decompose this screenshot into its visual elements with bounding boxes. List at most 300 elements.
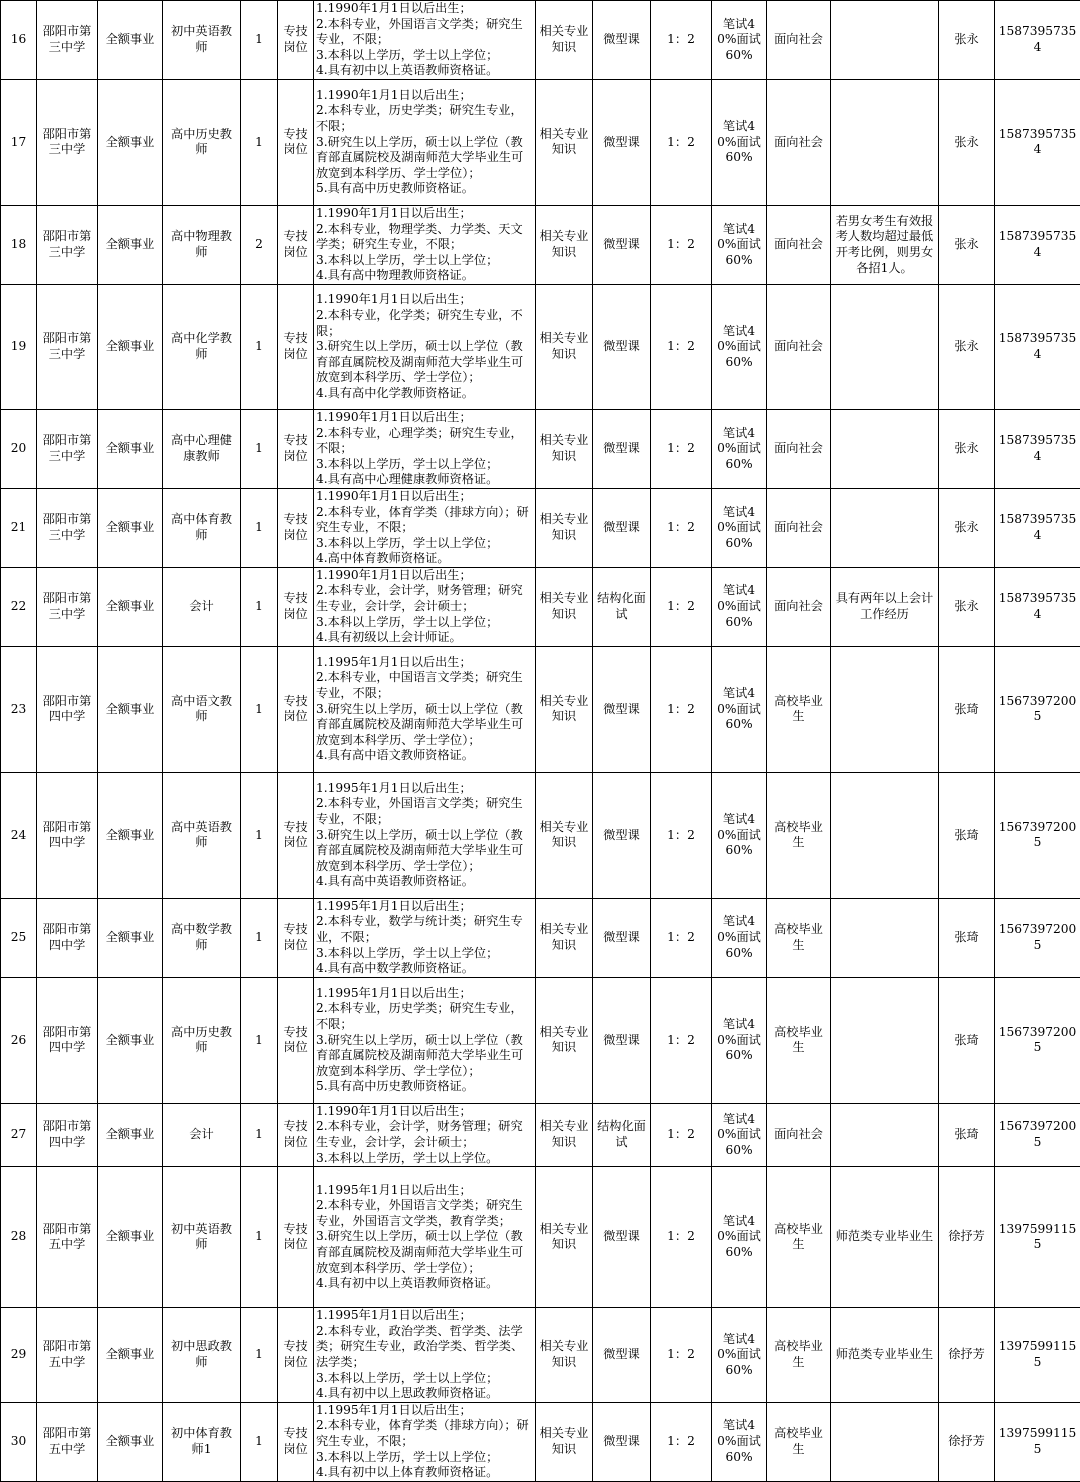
hiring-count-cell: 1 — [241, 1167, 278, 1308]
interview-format-cell: 微型课 — [593, 409, 651, 488]
position-name-cell: 会计 — [163, 567, 241, 646]
score-weight-cell: 笔试40%面试60% — [712, 79, 767, 205]
unit-name-cell: 邵阳市第三中学 — [37, 567, 98, 646]
requirement-line: 2.本科专业，会计学，财务管理；研究生专业，会计学，会计硕士； — [316, 583, 533, 614]
written-exam-subject-cell: 相关专业知识 — [536, 977, 593, 1103]
interview-format-cell: 微型课 — [593, 898, 651, 977]
hiring-count-cell: 1 — [241, 409, 278, 488]
position-category-cell: 专技岗位 — [278, 284, 314, 409]
target-group-cell: 面向社会 — [767, 205, 831, 284]
hiring-count-cell: 1 — [241, 567, 278, 646]
written-exam-subject-cell: 相关专业知识 — [536, 488, 593, 567]
contact-phone-cell: 15873957354 — [995, 567, 1080, 646]
requirement-line: 4.具有初中以上英语教师资格证。 — [316, 1276, 533, 1292]
row-number-cell: 16 — [1, 1, 37, 80]
unit-name-cell: 邵阳市第五中学 — [37, 1167, 98, 1308]
requirement-line: 4.具有高中数学教师资格证。 — [316, 961, 533, 977]
requirement-line: 3.研究生以上学历，硕士以上学位（教育部直属院校及湖南师范大学毕业生可放宽到本科学历、学士学位）； — [316, 828, 533, 875]
unit-name-cell: 邵阳市第四中学 — [37, 646, 98, 772]
position-name-cell: 高中体育教师 — [163, 488, 241, 567]
contact-person-cell: 张琦 — [939, 898, 995, 977]
unit-name-cell: 邵阳市第三中学 — [37, 79, 98, 205]
exam-ratio-cell: 1：2 — [651, 409, 712, 488]
contact-person-cell: 张琦 — [939, 772, 995, 898]
table-row — [1, 488, 1080, 567]
unit-name-cell: 邵阳市第四中学 — [37, 772, 98, 898]
requirements-cell — [314, 1, 536, 80]
target-group-cell: 高校毕业生 — [767, 1167, 831, 1308]
row-number-cell: 21 — [1, 488, 37, 567]
position-category-cell: 专技岗位 — [278, 409, 314, 488]
requirements-cell — [314, 79, 536, 205]
requirement-line: 1.1995年1月1日以后出生； — [316, 986, 533, 1002]
score-weight-cell: 笔试40%面试60% — [712, 567, 767, 646]
table-row — [1, 409, 1080, 488]
requirement-line: 2.本科专业，外国语言文学类；研究生专业，不限； — [316, 17, 533, 48]
contact-phone-cell: 15873957354 — [995, 205, 1080, 284]
exam-ratio-cell: 1：2 — [651, 1167, 712, 1308]
requirement-line: 3.本科以上学历，学士以上学位； — [316, 253, 533, 269]
target-group-cell: 高校毕业生 — [767, 898, 831, 977]
requirement-line: 1.1990年1月1日以后出生； — [316, 410, 533, 426]
position-name-cell: 高中语文教师 — [163, 646, 241, 772]
exam-ratio-cell: 1：2 — [651, 488, 712, 567]
contact-phone-cell: 15673972005 — [995, 977, 1080, 1103]
row-number-cell: 25 — [1, 898, 37, 977]
position-name-cell: 初中体育教师1 — [163, 1402, 241, 1481]
exam-ratio-cell: 1：2 — [651, 646, 712, 772]
hiring-count-cell: 1 — [241, 646, 278, 772]
position-name-cell: 高中化学教师 — [163, 284, 241, 409]
written-exam-subject-cell: 相关专业知识 — [536, 646, 593, 772]
remarks-cell — [831, 1103, 939, 1166]
contact-person-cell: 张永 — [939, 409, 995, 488]
position-category-cell: 专技岗位 — [278, 898, 314, 977]
contact-person-cell: 张永 — [939, 488, 995, 567]
requirements-cell — [314, 898, 536, 977]
interview-format-cell: 微型课 — [593, 205, 651, 284]
score-weight-cell: 笔试40%面试60% — [712, 409, 767, 488]
target-group-cell: 面向社会 — [767, 284, 831, 409]
score-weight-cell: 笔试40%面试60% — [712, 205, 767, 284]
requirement-line: 4.具有高中物理教师资格证。 — [316, 268, 533, 284]
position-name-cell: 高中心理健康教师 — [163, 409, 241, 488]
contact-person-cell: 张永 — [939, 284, 995, 409]
requirement-line: 1.1995年1月1日以后出生； — [316, 655, 533, 671]
requirements-cell — [314, 488, 536, 567]
contact-phone-cell: 15873957354 — [995, 1, 1080, 80]
interview-format-cell: 微型课 — [593, 79, 651, 205]
exam-ratio-cell: 1：2 — [651, 1402, 712, 1481]
contact-phone-cell: 15873957354 — [995, 488, 1080, 567]
funding-type-cell: 全额事业 — [98, 409, 163, 488]
interview-format-cell: 微型课 — [593, 1308, 651, 1403]
target-group-cell: 高校毕业生 — [767, 772, 831, 898]
table-row — [1, 1103, 1080, 1166]
requirement-line: 4.具有高中语文教师资格证。 — [316, 748, 533, 764]
written-exam-subject-cell: 相关专业知识 — [536, 1308, 593, 1403]
remarks-cell — [831, 1, 939, 80]
table-body — [1, 1, 1080, 1482]
row-number-cell: 30 — [1, 1402, 37, 1481]
target-group-cell: 高校毕业生 — [767, 977, 831, 1103]
requirement-line: 2.本科专业，物理学类、力学类、天文学类；研究生专业，不限； — [316, 222, 533, 253]
interview-format-cell: 微型课 — [593, 977, 651, 1103]
requirements-cell — [314, 1308, 536, 1403]
written-exam-subject-cell: 相关专业知识 — [536, 409, 593, 488]
contact-phone-cell: 15873957354 — [995, 284, 1080, 409]
requirement-line: 3.本科以上学历，学士以上学位； — [316, 615, 533, 631]
exam-ratio-cell: 1：2 — [651, 79, 712, 205]
row-number-cell: 29 — [1, 1308, 37, 1403]
requirement-line: 3.研究生以上学历，硕士以上学位（教育部直属院校及湖南师范大学毕业生可放宽到本科学历、学士学位）； — [316, 702, 533, 749]
unit-name-cell: 邵阳市第三中学 — [37, 205, 98, 284]
position-name-cell: 高中数学教师 — [163, 898, 241, 977]
target-group-cell: 面向社会 — [767, 409, 831, 488]
requirements-cell — [314, 409, 536, 488]
position-category-cell: 专技岗位 — [278, 1402, 314, 1481]
requirements-cell — [314, 1167, 536, 1308]
target-group-cell: 面向社会 — [767, 79, 831, 205]
funding-type-cell: 全额事业 — [98, 1103, 163, 1166]
unit-name-cell: 邵阳市第五中学 — [37, 1308, 98, 1403]
contact-person-cell: 张永 — [939, 567, 995, 646]
hiring-count-cell: 1 — [241, 1, 278, 80]
score-weight-cell: 笔试40%面试60% — [712, 977, 767, 1103]
score-weight-cell: 笔试40%面试60% — [712, 898, 767, 977]
unit-name-cell: 邵阳市第四中学 — [37, 1103, 98, 1166]
contact-person-cell: 张永 — [939, 79, 995, 205]
row-number-cell: 26 — [1, 977, 37, 1103]
interview-format-cell: 微型课 — [593, 1, 651, 80]
table-row — [1, 79, 1080, 205]
requirement-line: 4.具有初中以上英语教师资格证。 — [316, 63, 533, 79]
requirement-line: 1.1990年1月1日以后出生； — [316, 568, 533, 584]
requirement-line: 3.研究生以上学历，硕士以上学位（教育部直属院校及湖南师范大学毕业生可放宽到本科学历、学士学位）； — [316, 339, 533, 386]
requirements-cell — [314, 1103, 536, 1166]
row-number-cell: 28 — [1, 1167, 37, 1308]
unit-name-cell: 邵阳市第三中学 — [37, 1, 98, 80]
unit-name-cell: 邵阳市第三中学 — [37, 488, 98, 567]
target-group-cell: 高校毕业生 — [767, 646, 831, 772]
requirement-line: 3.研究生以上学历，硕士以上学位（教育部直属院校及湖南师范大学毕业生可放宽到本科学历、学士学位）； — [316, 1033, 533, 1080]
contact-person-cell: 张琦 — [939, 977, 995, 1103]
written-exam-subject-cell: 相关专业知识 — [536, 1167, 593, 1308]
written-exam-subject-cell: 相关专业知识 — [536, 1103, 593, 1166]
requirements-cell — [314, 284, 536, 409]
target-group-cell: 面向社会 — [767, 1, 831, 80]
position-name-cell: 高中英语教师 — [163, 772, 241, 898]
funding-type-cell: 全额事业 — [98, 977, 163, 1103]
requirement-line: 3.本科以上学历，学士以上学位； — [316, 457, 533, 473]
position-category-cell: 专技岗位 — [278, 205, 314, 284]
position-category-cell: 专技岗位 — [278, 1308, 314, 1403]
table-row — [1, 567, 1080, 646]
position-name-cell: 初中英语教师 — [163, 1167, 241, 1308]
contact-phone-cell: 15673972005 — [995, 1103, 1080, 1166]
funding-type-cell: 全额事业 — [98, 1308, 163, 1403]
remarks-cell — [831, 898, 939, 977]
remarks-cell — [831, 646, 939, 772]
requirements-cell — [314, 205, 536, 284]
contact-person-cell: 张琦 — [939, 646, 995, 772]
contact-person-cell: 张永 — [939, 1, 995, 80]
written-exam-subject-cell: 相关专业知识 — [536, 772, 593, 898]
score-weight-cell: 笔试40%面试60% — [712, 1, 767, 80]
hiring-count-cell: 2 — [241, 205, 278, 284]
remarks-cell: 若男女考生有效报考人数均超过最低开考比例，则男女各招1人。 — [831, 205, 939, 284]
funding-type-cell: 全额事业 — [98, 898, 163, 977]
interview-format-cell: 微型课 — [593, 1167, 651, 1308]
requirement-line: 2.本科专业，中国语言文学类；研究生专业，不限； — [316, 670, 533, 701]
row-number-cell: 20 — [1, 409, 37, 488]
contact-phone-cell: 15673972005 — [995, 898, 1080, 977]
requirement-line: 1.1995年1月1日以后出生； — [316, 899, 533, 915]
position-category-cell: 专技岗位 — [278, 977, 314, 1103]
funding-type-cell: 全额事业 — [98, 79, 163, 205]
written-exam-subject-cell: 相关专业知识 — [536, 205, 593, 284]
interview-format-cell: 结构化面试 — [593, 1103, 651, 1166]
written-exam-subject-cell: 相关专业知识 — [536, 284, 593, 409]
exam-ratio-cell: 1：2 — [651, 898, 712, 977]
unit-name-cell: 邵阳市第四中学 — [37, 898, 98, 977]
requirement-line: 1.1995年1月1日以后出生； — [316, 1403, 533, 1419]
table-row — [1, 1, 1080, 80]
requirement-line: 1.1990年1月1日以后出生； — [316, 292, 533, 308]
table-row — [1, 284, 1080, 409]
requirement-line: 2.本科专业，化学类；研究生专业，不限； — [316, 308, 533, 339]
row-number-cell: 18 — [1, 205, 37, 284]
funding-type-cell: 全额事业 — [98, 1167, 163, 1308]
written-exam-subject-cell: 相关专业知识 — [536, 79, 593, 205]
remarks-cell: 具有两年以上会计工作经历 — [831, 567, 939, 646]
funding-type-cell: 全额事业 — [98, 1, 163, 80]
interview-format-cell: 微型课 — [593, 1402, 651, 1481]
interview-format-cell: 微型课 — [593, 772, 651, 898]
score-weight-cell: 笔试40%面试60% — [712, 646, 767, 772]
requirement-line: 3.研究生以上学历，硕士以上学位（教育部直属院校及湖南师范大学毕业生可放宽到本科学历、学士学位）； — [316, 135, 533, 182]
table-row — [1, 898, 1080, 977]
position-category-cell: 专技岗位 — [278, 1, 314, 80]
requirement-line: 4.具有初级以上会计师证。 — [316, 630, 533, 646]
row-number-cell: 17 — [1, 79, 37, 205]
contact-person-cell: 张琦 — [939, 1103, 995, 1166]
score-weight-cell: 笔试40%面试60% — [712, 1103, 767, 1166]
written-exam-subject-cell: 相关专业知识 — [536, 567, 593, 646]
written-exam-subject-cell: 相关专业知识 — [536, 898, 593, 977]
contact-phone-cell: 13975991155 — [995, 1402, 1080, 1481]
target-group-cell: 高校毕业生 — [767, 1402, 831, 1481]
requirement-line: 1.1995年1月1日以后出生； — [316, 1308, 533, 1324]
requirement-line: 2.本科专业，数学与统计类；研究生专业，不限； — [316, 914, 533, 945]
position-name-cell: 会计 — [163, 1103, 241, 1166]
remarks-cell — [831, 488, 939, 567]
table-row — [1, 1308, 1080, 1403]
position-category-cell: 专技岗位 — [278, 1167, 314, 1308]
requirement-line: 3.本科以上学历，学士以上学位； — [316, 536, 533, 552]
unit-name-cell: 邵阳市第三中学 — [37, 409, 98, 488]
funding-type-cell: 全额事业 — [98, 488, 163, 567]
target-group-cell: 高校毕业生 — [767, 1308, 831, 1403]
exam-ratio-cell: 1：2 — [651, 567, 712, 646]
remarks-cell — [831, 79, 939, 205]
score-weight-cell: 笔试40%面试60% — [712, 1308, 767, 1403]
requirement-line: 3.本科以上学历，学士以上学位。 — [316, 1151, 533, 1167]
exam-ratio-cell: 1：2 — [651, 284, 712, 409]
position-name-cell: 初中英语教师 — [163, 1, 241, 80]
remarks-cell — [831, 1402, 939, 1481]
table-row — [1, 205, 1080, 284]
requirement-line: 5.具有高中历史教师资格证。 — [316, 181, 533, 197]
position-name-cell: 初中思政教师 — [163, 1308, 241, 1403]
remarks-cell: 师范类专业毕业生 — [831, 1308, 939, 1403]
unit-name-cell: 邵阳市第三中学 — [37, 284, 98, 409]
interview-format-cell: 微型课 — [593, 284, 651, 409]
score-weight-cell: 笔试40%面试60% — [712, 488, 767, 567]
hiring-count-cell: 1 — [241, 772, 278, 898]
contact-person-cell: 张永 — [939, 205, 995, 284]
remarks-cell — [831, 772, 939, 898]
requirements-cell — [314, 772, 536, 898]
exam-ratio-cell: 1：2 — [651, 977, 712, 1103]
contact-phone-cell: 13975991155 — [995, 1167, 1080, 1308]
requirement-line: 2.本科专业，会计学，财务管理；研究生专业，会计学，会计硕士； — [316, 1119, 533, 1150]
unit-name-cell: 邵阳市第四中学 — [37, 977, 98, 1103]
interview-format-cell: 微型课 — [593, 488, 651, 567]
exam-ratio-cell: 1：2 — [651, 205, 712, 284]
requirements-cell — [314, 1402, 536, 1481]
requirement-line: 3.本科以上学历，学士以上学位； — [316, 946, 533, 962]
row-number-cell: 22 — [1, 567, 37, 646]
score-weight-cell: 笔试40%面试60% — [712, 284, 767, 409]
requirement-line: 1.1990年1月1日以后出生； — [316, 1, 533, 17]
exam-ratio-cell: 1：2 — [651, 1, 712, 80]
contact-person-cell: 徐抒芳 — [939, 1402, 995, 1481]
requirement-line: 5.具有高中历史教师资格证。 — [316, 1079, 533, 1095]
requirements-cell — [314, 977, 536, 1103]
row-number-cell: 24 — [1, 772, 37, 898]
position-category-cell: 专技岗位 — [278, 79, 314, 205]
requirement-line: 3.本科以上学历，学士以上学位； — [316, 1450, 533, 1466]
written-exam-subject-cell: 相关专业知识 — [536, 1, 593, 80]
requirement-line: 2.本科专业，政治学类、哲学类、法学类；研究生专业，政治学类、哲学类、法学类； — [316, 1324, 533, 1371]
hiring-count-cell: 1 — [241, 1402, 278, 1481]
position-name-cell: 高中历史教师 — [163, 79, 241, 205]
interview-format-cell: 微型课 — [593, 646, 651, 772]
unit-name-cell: 邵阳市第五中学 — [37, 1402, 98, 1481]
position-name-cell: 高中历史教师 — [163, 977, 241, 1103]
contact-phone-cell: 15673972005 — [995, 772, 1080, 898]
contact-person-cell: 徐抒芳 — [939, 1308, 995, 1403]
row-number-cell: 27 — [1, 1103, 37, 1166]
requirement-line: 4.高中体育教师资格证。 — [316, 551, 533, 567]
target-group-cell: 面向社会 — [767, 1103, 831, 1166]
requirement-line: 2.本科专业，历史学类；研究生专业，不限； — [316, 103, 533, 134]
remarks-cell — [831, 284, 939, 409]
funding-type-cell: 全额事业 — [98, 1402, 163, 1481]
target-group-cell: 面向社会 — [767, 488, 831, 567]
table-row — [1, 1167, 1080, 1308]
requirement-line: 4.具有初中以上思政教师资格证。 — [316, 1386, 533, 1402]
requirement-line: 1.1995年1月1日以后出生； — [316, 1183, 533, 1199]
requirement-line: 3.研究生以上学历，硕士以上学位（教育部直属院校及湖南师范大学毕业生可放宽到本科学历、学士学位）； — [316, 1229, 533, 1276]
position-category-cell: 专技岗位 — [278, 646, 314, 772]
remarks-cell: 师范类专业毕业生 — [831, 1167, 939, 1308]
requirement-line: 2.本科专业，心理学类；研究生专业，不限； — [316, 426, 533, 457]
exam-ratio-cell: 1：2 — [651, 772, 712, 898]
requirement-line: 2.本科专业，历史学类；研究生专业，不限； — [316, 1001, 533, 1032]
requirement-line: 4.具有高中心理健康教师资格证。 — [316, 472, 533, 488]
contact-phone-cell: 15873957354 — [995, 79, 1080, 205]
position-category-cell: 专技岗位 — [278, 488, 314, 567]
exam-ratio-cell: 1：2 — [651, 1103, 712, 1166]
funding-type-cell: 全额事业 — [98, 646, 163, 772]
contact-phone-cell: 13975991155 — [995, 1308, 1080, 1403]
row-number-cell: 19 — [1, 284, 37, 409]
contact-phone-cell: 15673972005 — [995, 646, 1080, 772]
table-row — [1, 1402, 1080, 1481]
requirement-line: 3.本科以上学历，学士以上学位； — [316, 1371, 533, 1387]
table-row — [1, 646, 1080, 772]
requirements-cell — [314, 646, 536, 772]
hiring-count-cell: 1 — [241, 284, 278, 409]
score-weight-cell: 笔试40%面试60% — [712, 1402, 767, 1481]
funding-type-cell: 全额事业 — [98, 772, 163, 898]
table-row — [1, 977, 1080, 1103]
requirement-line: 2.本科专业，体育学类（排球方向）；研究生专业，不限； — [316, 1418, 533, 1449]
position-category-cell: 专技岗位 — [278, 772, 314, 898]
requirement-line: 4.具有高中化学教师资格证。 — [316, 386, 533, 402]
table-row — [1, 772, 1080, 898]
requirement-line: 2.本科专业，体育学类（排球方向）；研究生专业，不限； — [316, 505, 533, 536]
hiring-count-cell: 1 — [241, 488, 278, 567]
requirement-line: 4.具有初中以上体育教师资格证。 — [316, 1465, 533, 1481]
requirement-line: 1.1990年1月1日以后出生； — [316, 206, 533, 222]
funding-type-cell: 全额事业 — [98, 284, 163, 409]
exam-ratio-cell: 1：2 — [651, 1308, 712, 1403]
position-category-cell: 专技岗位 — [278, 1103, 314, 1166]
requirement-line: 1.1995年1月1日以后出生； — [316, 781, 533, 797]
hiring-count-cell: 1 — [241, 79, 278, 205]
written-exam-subject-cell: 相关专业知识 — [536, 1402, 593, 1481]
score-weight-cell: 笔试40%面试60% — [712, 1167, 767, 1308]
requirements-cell — [314, 567, 536, 646]
requirement-line: 4.具有高中英语教师资格证。 — [316, 874, 533, 890]
hiring-count-cell: 1 — [241, 898, 278, 977]
remarks-cell — [831, 977, 939, 1103]
hiring-count-cell: 1 — [241, 1308, 278, 1403]
funding-type-cell: 全额事业 — [98, 205, 163, 284]
interview-format-cell: 结构化面试 — [593, 567, 651, 646]
contact-person-cell: 徐抒芳 — [939, 1167, 995, 1308]
requirement-line: 2.本科专业，外国语言文学类；研究生专业，外国语言文学类，教育学类； — [316, 1198, 533, 1229]
requirement-line: 1.1990年1月1日以后出生； — [316, 88, 533, 104]
requirement-line: 3.本科以上学历，学士以上学位； — [316, 48, 533, 64]
contact-phone-cell: 15873957354 — [995, 409, 1080, 488]
position-category-cell: 专技岗位 — [278, 567, 314, 646]
score-weight-cell: 笔试40%面试60% — [712, 772, 767, 898]
funding-type-cell: 全额事业 — [98, 567, 163, 646]
requirement-line: 1.1990年1月1日以后出生； — [316, 489, 533, 505]
requirement-line: 2.本科专业，外国语言文学类；研究生专业，不限； — [316, 796, 533, 827]
remarks-cell — [831, 409, 939, 488]
requirement-line: 1.1990年1月1日以后出生； — [316, 1104, 533, 1120]
hiring-count-cell: 1 — [241, 1103, 278, 1166]
target-group-cell: 面向社会 — [767, 567, 831, 646]
position-name-cell: 高中物理教师 — [163, 205, 241, 284]
row-number-cell: 23 — [1, 646, 37, 772]
hiring-count-cell: 1 — [241, 977, 278, 1103]
